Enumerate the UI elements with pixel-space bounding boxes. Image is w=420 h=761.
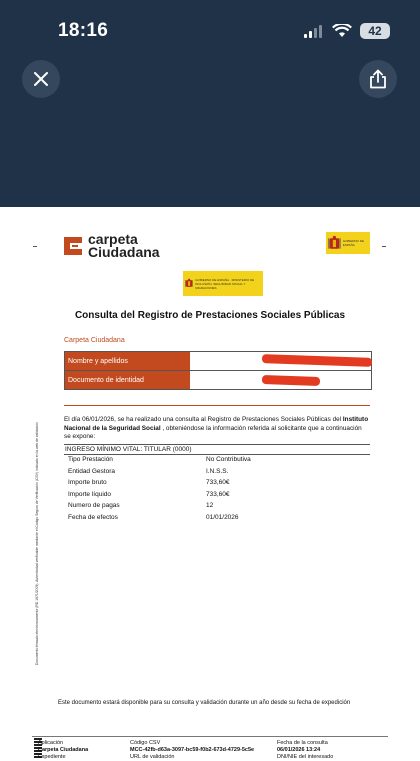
benefit-header: INGRESO MÍNIMO VITAL: TITULAR (0000) <box>64 444 370 455</box>
system-icons <box>304 22 390 40</box>
table-row <box>65 352 371 370</box>
share-button[interactable] <box>359 60 397 98</box>
logo-line2: Ciudadana <box>88 244 160 260</box>
field-key: Entidad Gestora <box>68 467 115 475</box>
document-footer <box>32 736 388 760</box>
identity-table <box>64 351 372 390</box>
gobierno-badge-small <box>326 232 370 254</box>
footer-expediente-label: Expediente <box>38 754 66 760</box>
page-title: Consulta del Registro de Prestaciones Sociales Públicas <box>74 310 346 321</box>
battery-indicator: 42 <box>360 23 390 39</box>
field-value: 733,60€ <box>206 479 230 486</box>
signal-icon <box>304 24 324 38</box>
list-item <box>68 468 368 480</box>
close-button[interactable] <box>22 60 60 98</box>
name-value-redacted <box>190 352 371 370</box>
status-time: 18:16 <box>58 20 109 41</box>
benefit-fields <box>68 456 368 525</box>
list-item <box>68 502 368 514</box>
ministerio-label: GOBIERNO DE ESPAÑA · MINISTERIO DE INCLUSIÓN, SEGURIDAD SOCIAL Y MIGRACIONES <box>195 277 255 290</box>
name-label: Nombre y apellidos <box>65 352 190 370</box>
id-document-value-redacted <box>190 371 371 389</box>
field-key: Importe líquido <box>68 490 111 498</box>
section-label: Carpeta Ciudadana <box>64 337 125 344</box>
list-item <box>68 479 368 491</box>
field-key: Tipo Prestación <box>68 456 113 463</box>
crop-mark <box>382 246 386 247</box>
paragraph-part1: El día 06/01/2026, se ha realizado una consulta al Registro de Prestaciones Sociales Públicas del <box>64 416 343 423</box>
footer-csv-label: Código CSV <box>130 740 161 746</box>
list-item <box>68 514 368 526</box>
field-key: Fecha de efectos <box>68 513 118 521</box>
close-icon <box>34 72 48 86</box>
intro-paragraph <box>64 416 370 442</box>
footer-app-label: Aplicación <box>38 740 64 746</box>
field-value: 733,60€ <box>206 490 230 498</box>
gobierno-label-small: GOBIERNO DE ESPAÑA <box>342 239 364 247</box>
id-document-label: Documento de identidad <box>65 371 190 389</box>
divider <box>64 405 370 406</box>
paragraph-part2: , obteniéndose la información referida al solicitante que a continuación se expone: <box>64 424 362 440</box>
logo-line1: carpeta <box>88 231 138 247</box>
availability-note: Este documento estará disponible para su consulta y validación durante un año desde su fecha de expedición <box>58 700 351 706</box>
ministerio-badge <box>183 271 263 296</box>
field-value: No Contributiva <box>206 456 251 463</box>
list-item <box>68 491 368 503</box>
carpeta-ciudadana-logo <box>64 233 160 259</box>
footer-app-value: Carpeta Ciudadana <box>38 747 89 753</box>
coat-of-arms-icon <box>328 234 341 253</box>
footer-url-label: URL de validación <box>130 754 175 760</box>
field-key: Importe bruto <box>68 479 107 486</box>
crop-mark <box>33 246 37 247</box>
field-key: Numero de pagas <box>68 502 120 509</box>
table-row <box>65 370 371 389</box>
field-value: 01/01/2026 <box>206 513 239 521</box>
coat-of-arms-icon <box>185 274 193 293</box>
list-item <box>68 456 368 468</box>
carpeta-logo-icon <box>64 237 82 255</box>
status-bar <box>0 0 420 52</box>
footer-date-value: 06/01/2026 13:24 <box>277 747 321 753</box>
share-icon <box>369 69 387 89</box>
footer-dni-label: DNI/NIE del interesado <box>277 754 334 760</box>
field-value: 12 <box>206 502 214 509</box>
wifi-icon <box>332 24 352 38</box>
paragraph-bold: Instituto Nacional de la Seguridad Social <box>64 416 369 432</box>
field-value: I.N.S.S. <box>206 467 229 475</box>
side-validation-note: Documento firmado electrónicamente (RD 1671/2009). Autenticidad verificable mediante el Código Seguro de Verificación (CSV) indicado en la web de validación <box>35 422 39 665</box>
footer-csv-value: MCC-42fb-d63a-3097-bc59-f0b2-673d-4729-5c5e <box>130 747 255 753</box>
footer-date-label: Fecha de la consulta <box>277 740 328 746</box>
